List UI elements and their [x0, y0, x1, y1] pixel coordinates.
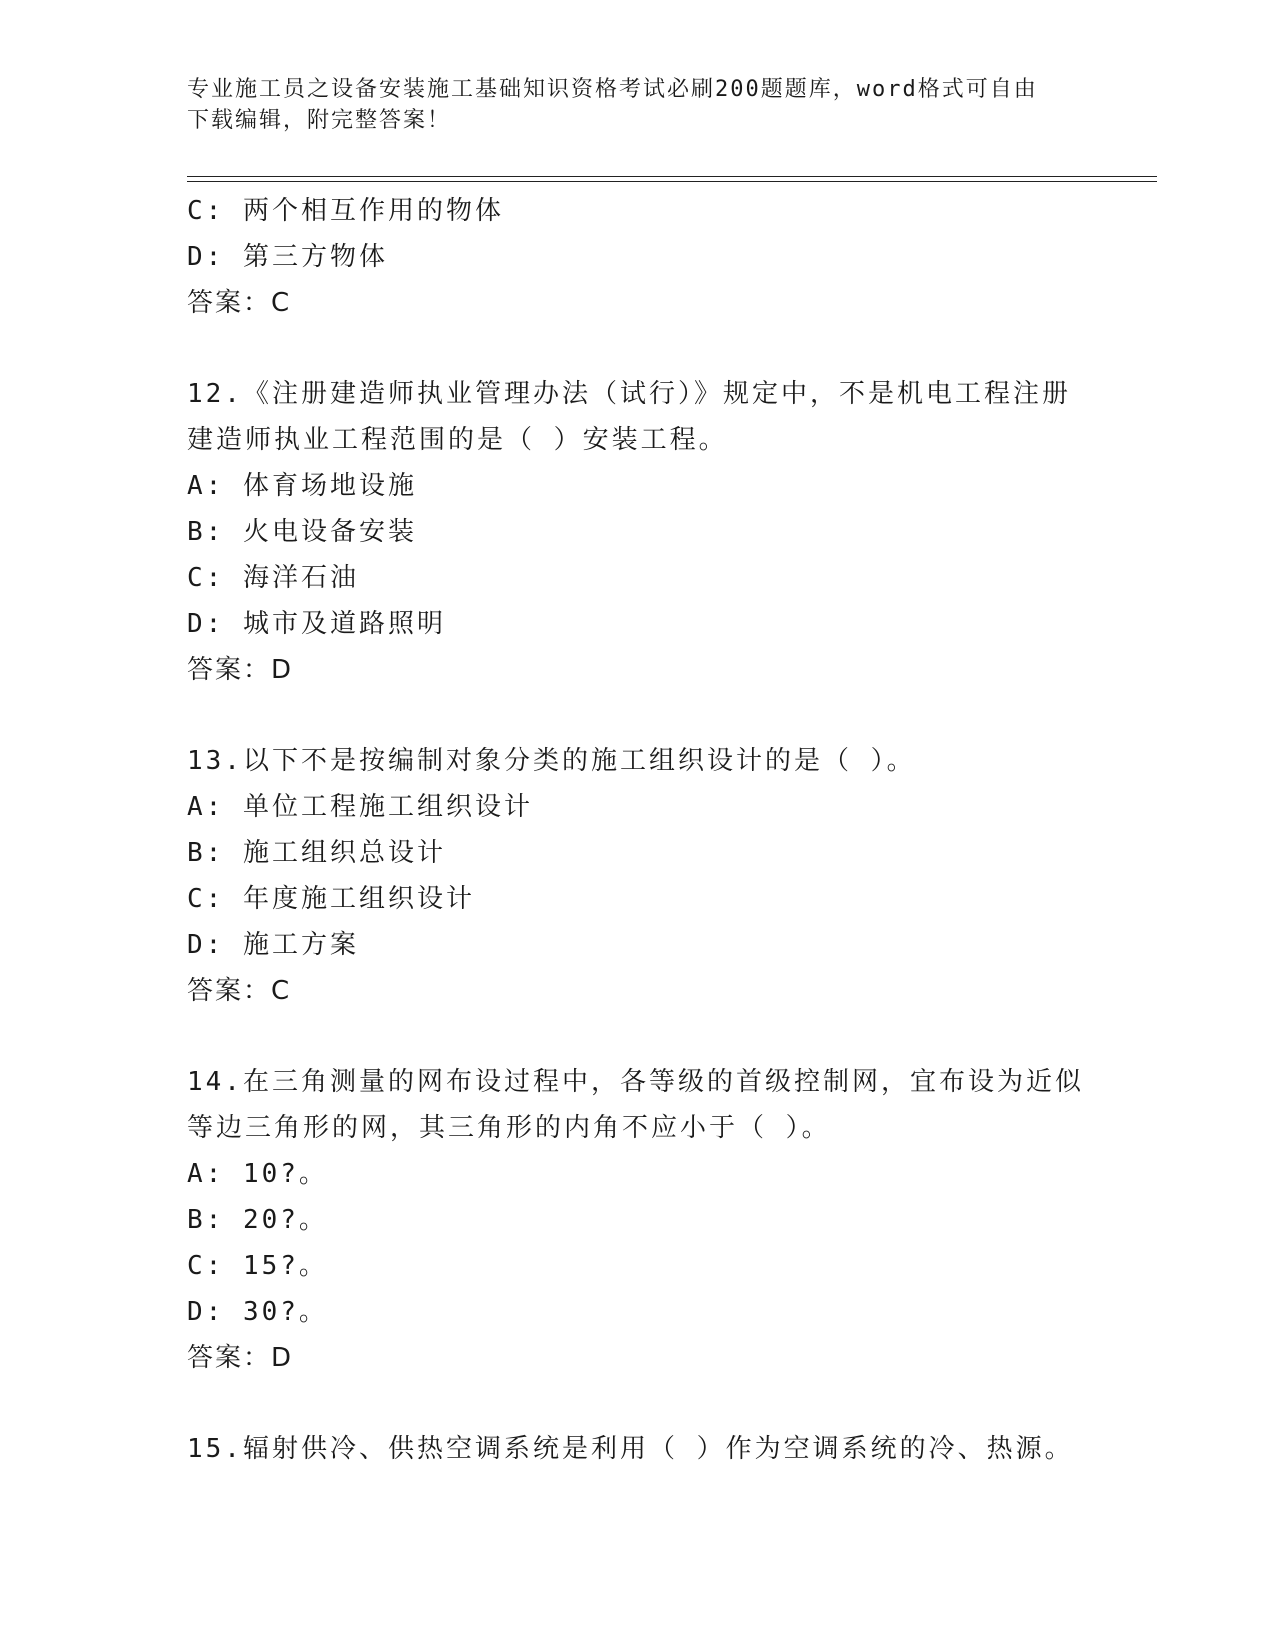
option-c: C: 15?。 [187, 1251, 328, 1281]
question-stem: 等边三角形的网，其三角形的内角不应小于（ ）。 [187, 1113, 831, 1143]
option-b: B: 20?。 [187, 1205, 328, 1235]
question-11 [187, 188, 1147, 326]
question-stem: 13.以下不是按编制对象分类的施工组织设计的是（ ）。 [187, 746, 916, 776]
option-d: D: 施工方案 [187, 930, 359, 960]
header-title-line-2: 下载编辑，附完整答案！ [187, 108, 452, 133]
question-stem: 12.《注册建造师执业管理办法（试行）》规定中，不是机电工程注册 [187, 379, 1071, 409]
option-b: B: 施工组织总设计 [187, 838, 446, 868]
spacer [187, 1381, 1147, 1426]
option-c: C: 两个相互作用的物体 [187, 196, 504, 226]
header-divider-top [187, 176, 1157, 177]
header-title-line-1: 专业施工员之设备安装施工基础知识资格考试必刷200题题库，word格式可自由 [187, 77, 1038, 102]
question-14 [187, 1059, 1147, 1381]
answer: 答案：D [187, 655, 294, 685]
question-13 [187, 738, 1147, 1014]
question-15 [187, 1426, 1147, 1472]
option-a: A: 单位工程施工组织设计 [187, 792, 533, 822]
option-d: D: 第三方物体 [187, 242, 388, 272]
question-stem: 15.辐射供冷、供热空调系统是利用（ ）作为空调系统的冷、热源。 [187, 1434, 1074, 1464]
option-c: C: 海洋石油 [187, 563, 359, 593]
header-divider-bottom [187, 181, 1157, 182]
option-d: D: 城市及道路照明 [187, 609, 446, 639]
spacer [187, 326, 1147, 371]
option-a: A: 体育场地设施 [187, 471, 417, 501]
question-stem: 14.在三角测量的网布设过程中，各等级的首级控制网，宜布设为近似 [187, 1067, 1084, 1097]
option-c: C: 年度施工组织设计 [187, 884, 475, 914]
question-12 [187, 371, 1147, 693]
option-b: B: 火电设备安装 [187, 517, 417, 547]
option-a: A: 10?。 [187, 1159, 328, 1189]
option-d: D: 30?。 [187, 1297, 328, 1327]
question-stem: 建造师执业工程范围的是（ ）安装工程。 [187, 425, 728, 455]
answer: 答案：C [187, 288, 292, 318]
spacer [187, 693, 1147, 738]
spacer [187, 1014, 1147, 1059]
answer: 答案：D [187, 1343, 294, 1373]
document-header [187, 74, 1067, 136]
answer: 答案：C [187, 976, 292, 1006]
question-list [187, 188, 1147, 1472]
